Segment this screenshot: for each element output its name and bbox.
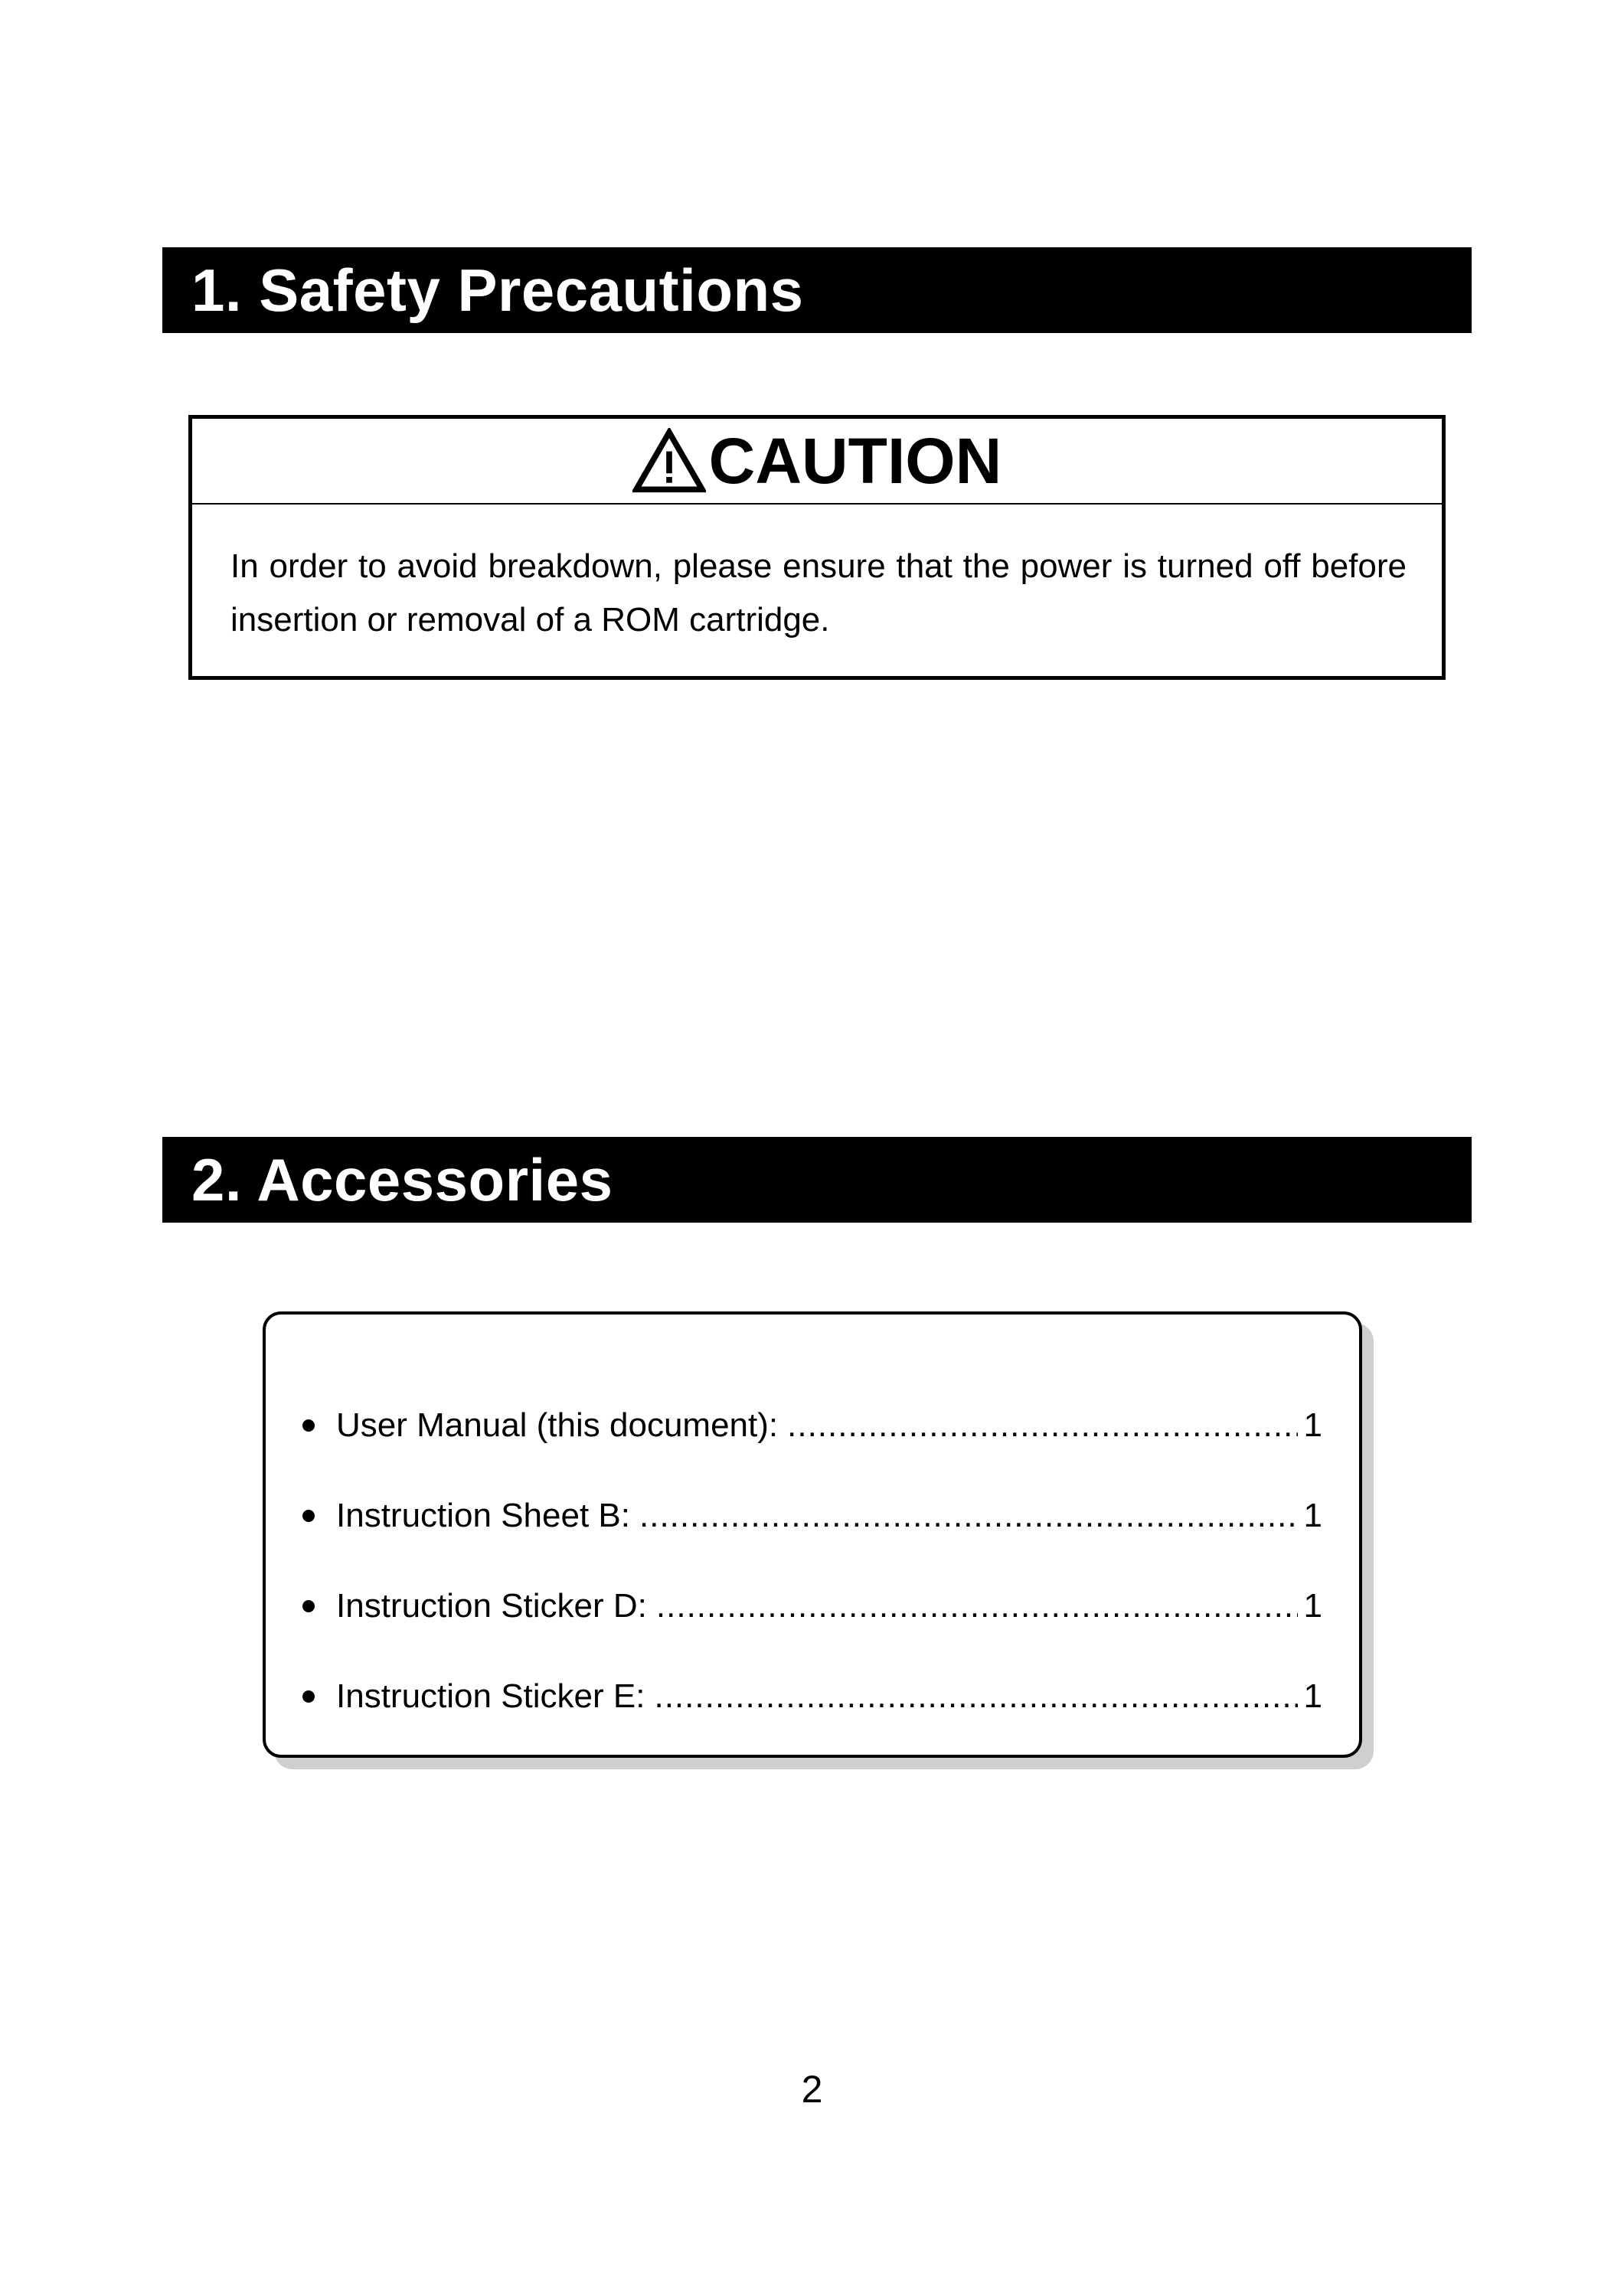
accessory-name: Instruction Sheet B:: [336, 1497, 630, 1534]
section-title: 2. Accessories: [191, 1146, 613, 1213]
dot-leader: [639, 1497, 1298, 1535]
caution-title-row: [192, 419, 1442, 505]
accessory-quantity: 1: [1303, 1406, 1322, 1444]
caution-text: In order to avoid breakdown, please ensure that the power is turned off before insertion or removal of a ROM cartridge.: [230, 547, 1407, 639]
caution-box: [188, 415, 1446, 680]
accessory-quantity: 1: [1303, 1497, 1322, 1534]
accessory-quantity: 1: [1303, 1587, 1322, 1625]
bullet-icon: [302, 1690, 315, 1703]
dot-leader: [656, 1587, 1298, 1625]
dot-leader: [787, 1406, 1297, 1445]
caution-heading: [632, 425, 1002, 497]
accessory-quantity: 1: [1303, 1677, 1322, 1715]
accessory-name: User Manual (this document):: [336, 1406, 779, 1444]
bullet-icon: [302, 1510, 315, 1522]
section-header-safety-precautions: [162, 247, 1472, 333]
accessories-list: [302, 1380, 1322, 1742]
caution-title: CAUTION: [708, 425, 1002, 497]
warning-triangle-icon: [632, 428, 706, 494]
section-title: 1. Safety Precautions: [191, 256, 804, 324]
list-item: [302, 1471, 1322, 1561]
dot-leader: [654, 1677, 1297, 1716]
accessory-name: Instruction Sticker D:: [336, 1587, 647, 1625]
page-number: 2: [801, 2068, 823, 2111]
section-header-accessories: [162, 1137, 1472, 1223]
list-item: [302, 1561, 1322, 1651]
accessories-box: [263, 1311, 1362, 1758]
bullet-icon: [302, 1419, 315, 1432]
list-item: [302, 1651, 1322, 1742]
bullet-icon: [302, 1600, 315, 1612]
list-item: [302, 1380, 1322, 1471]
accessory-name: Instruction Sticker E:: [336, 1677, 645, 1715]
